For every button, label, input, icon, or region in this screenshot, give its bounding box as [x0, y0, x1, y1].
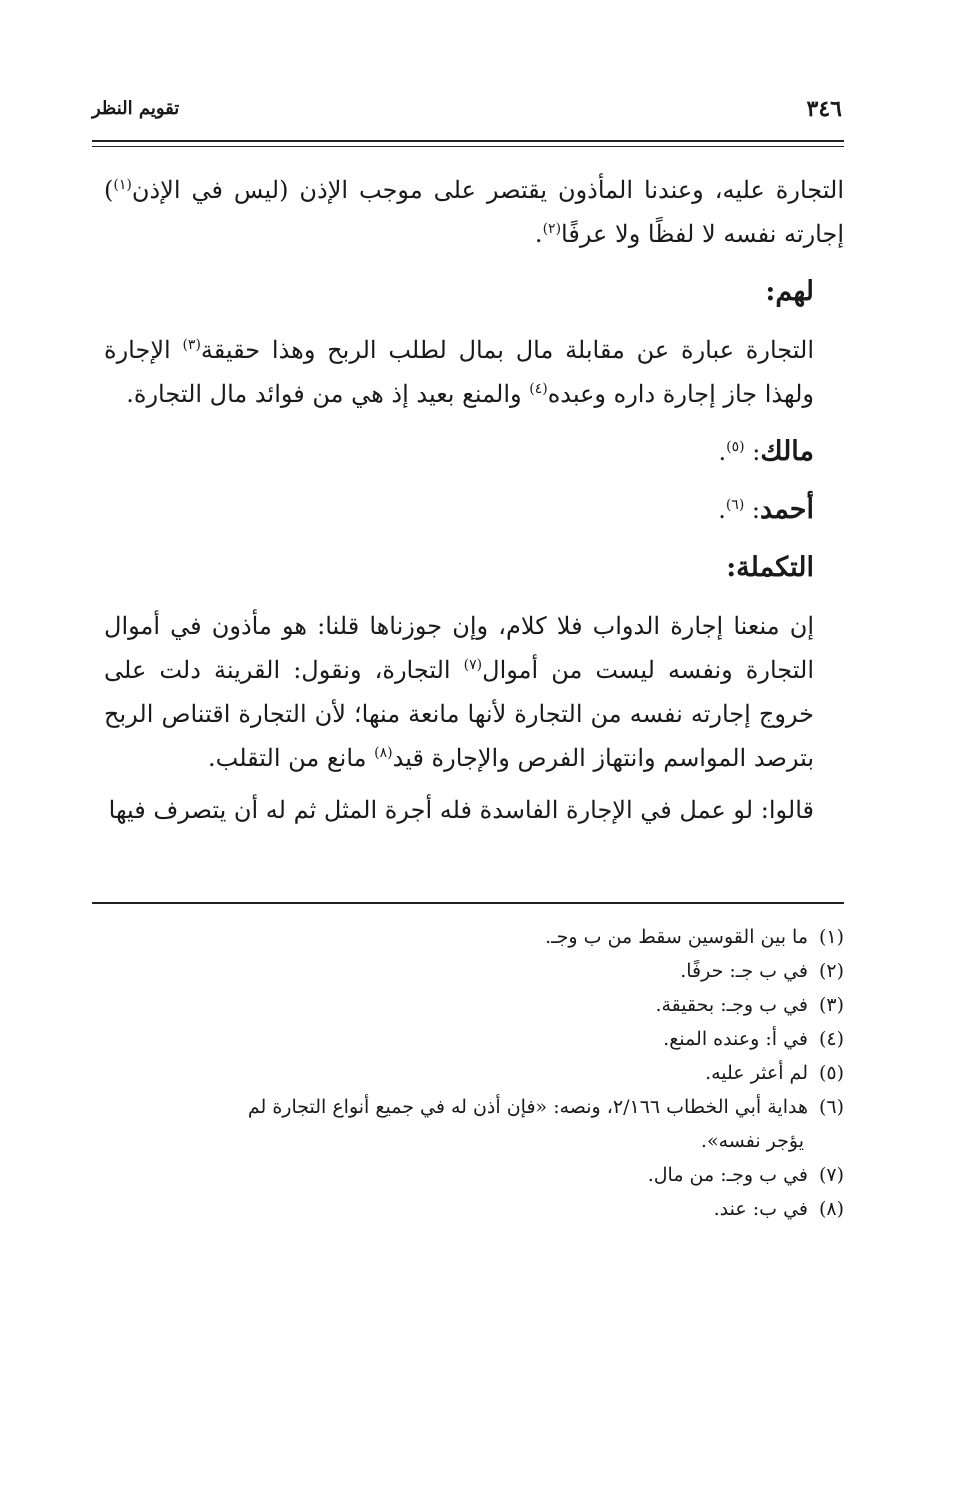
paragraph-2-part-b: الإجارة ولهذا جاز إجارة داره وعبده [104, 336, 814, 408]
footnotes-section [104, 920, 844, 1226]
footnote-3 [104, 988, 844, 1022]
footnote-number: (٤) [818, 1028, 844, 1050]
footnote-text: في ب جـ: حرفًا. [680, 960, 808, 982]
footnote-ref-8[interactable]: (٨) [374, 745, 393, 761]
footnote-text: في ب وجـ: بحقيقة. [655, 994, 808, 1016]
footnote-number: (٧) [818, 1164, 844, 1186]
madhhab-malik [104, 430, 844, 474]
malik-period: . [718, 438, 727, 466]
footnote-1 [104, 920, 844, 954]
period: . [534, 220, 543, 248]
header-rule-thin [92, 146, 844, 147]
running-header [92, 96, 842, 136]
malik-colon: : [744, 438, 761, 466]
closing-paren: ) [104, 176, 114, 204]
paragraph-1-line-1: التجارة عليه، وعندنا المأذون يقتصر على موجب الإذن (ليس في الإذن [131, 176, 844, 204]
paragraph-2-part-c: والمنع بعيد إذ هي من فوائد مال التجارة. [126, 380, 530, 408]
footnote-text: لم أعثر عليه. [705, 1062, 808, 1084]
paragraph-4: قالوا: لو عمل في الإجارة الفاسدة فله أجرة المثل ثم له أن يتصرف فيها [108, 796, 814, 824]
footnote-4 [104, 1022, 844, 1056]
footnote-number: (١) [818, 926, 844, 948]
madhhab-ahmad [104, 488, 844, 532]
footnote-5 [104, 1056, 844, 1090]
page-number: ٣٤٦ [806, 96, 842, 122]
paragraph-3 [104, 604, 844, 780]
malik-label: مالك [760, 436, 814, 467]
book-title: تقويم النظر [92, 98, 180, 119]
footnote-ref-2[interactable]: (٢) [542, 221, 562, 237]
footnote-number: (٦) [818, 1096, 844, 1118]
footnote-6 [104, 1090, 844, 1124]
footnote-6-continuation: يؤجر نفسه». [700, 1130, 804, 1152]
footnote-number: (٢) [818, 960, 844, 982]
footnote-text: ما بين القوسين سقط من ب وجـ. [545, 926, 808, 948]
footnote-number: (٣) [818, 994, 844, 1016]
ahmad-period: . [718, 496, 726, 524]
paragraph-1-line-2: إجارته نفسه لا لفظًا ولا عرفًا [561, 220, 844, 248]
heading-lahum: لهم: [765, 276, 814, 307]
footnote-text: في ب وجـ: من مال. [647, 1164, 808, 1186]
footnote-2 [104, 954, 844, 988]
paragraph-2 [104, 328, 844, 416]
paragraph-3-part-a: إن منعنا إجارة الدواب فلا كلام، وإن جوزناها قلنا: هو مأذون في أموال التجارة ونفسه ليست من أموال [104, 612, 815, 684]
footnote-text: هداية أبي الخطاب ٢/١٦٦، ونصه: «فإن أذن له في جميع أنواع التجارة لم [247, 1096, 808, 1118]
heading-takmila: التكملة: [726, 552, 814, 583]
footnote-ref-6[interactable]: (٦) [725, 497, 745, 513]
paragraph-1 [104, 168, 844, 256]
header-rule-thick [92, 140, 844, 142]
ahmad-colon: : [744, 496, 761, 524]
footnote-number: (٨) [818, 1198, 844, 1220]
footnote-7 [104, 1158, 844, 1192]
footnote-text: في ب: عند. [713, 1198, 808, 1220]
footnote-text: في أ: وعنده المنع. [663, 1028, 808, 1050]
footnote-8 [104, 1192, 844, 1226]
footnote-ref-4[interactable]: (٤) [529, 381, 548, 397]
footnote-ref-1[interactable]: (١) [113, 177, 132, 193]
paragraph-2-part-a: التجارة عبارة عن مقابلة مال بمال لطلب الربح وهذا حقيقة [200, 336, 814, 364]
paragraph-3-part-b: التجارة، ونقول: القرينة دلت على خروج إجارته نفسه من التجارة لأنها مانعة منها؛ لأن التجارة اقتناص الربح بترصد المواسم وانتهاز الفرص والإجارة قيد [104, 656, 814, 772]
ahmad-label: أحمد [760, 494, 814, 525]
paragraph-3-part-c: مانع من التقلب. [208, 744, 375, 772]
main-text [104, 168, 844, 832]
footnote-ref-3[interactable]: (٣) [182, 337, 201, 353]
footnote-ref-7[interactable]: (٧) [463, 657, 483, 673]
footnote-ref-5[interactable]: (٥) [726, 439, 745, 455]
footnote-rule [92, 902, 844, 904]
footnote-number: (٥) [818, 1062, 844, 1084]
